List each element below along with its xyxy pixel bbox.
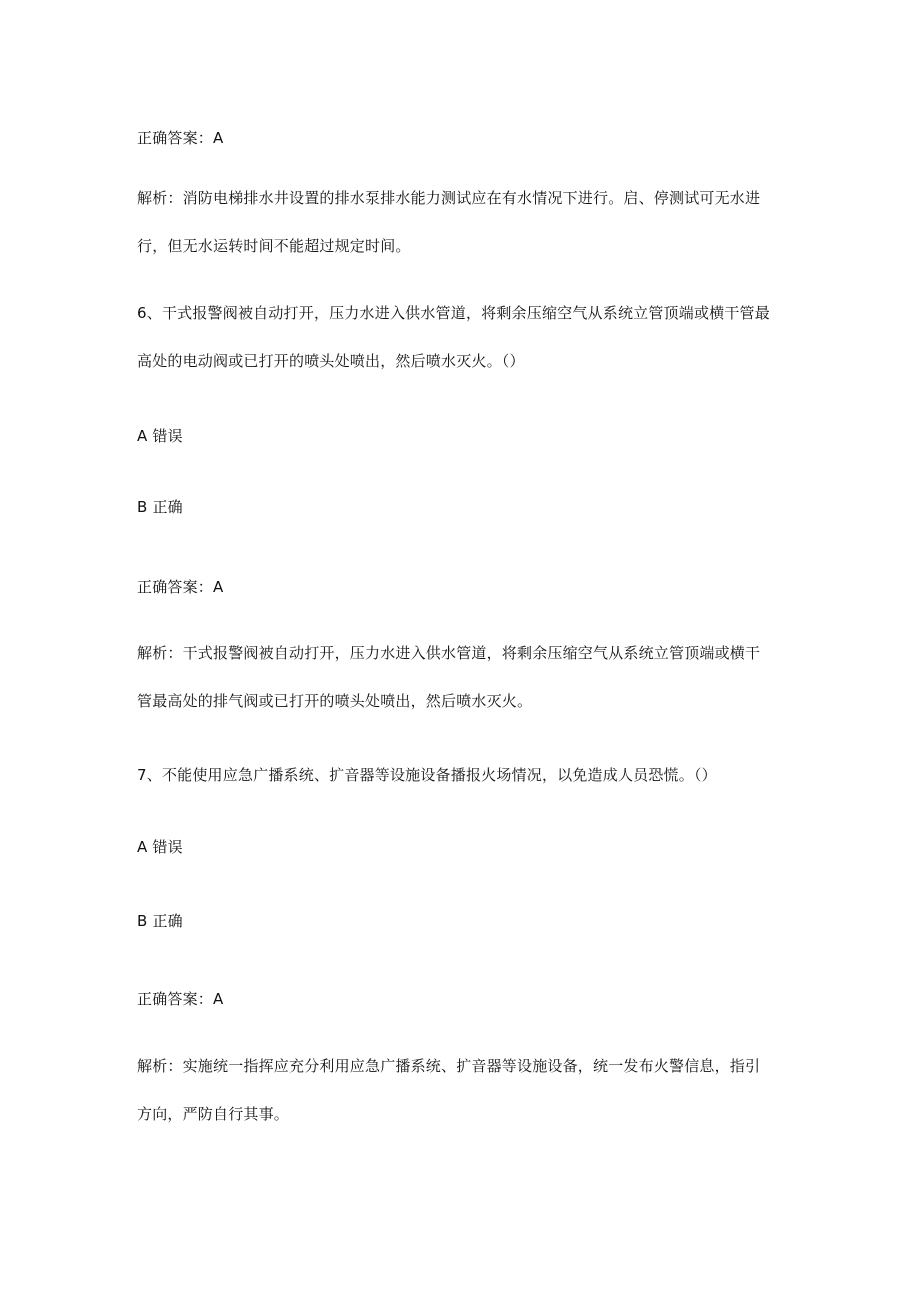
q6-option-a: A 错误	[137, 427, 183, 445]
q6-question-line-2: 高处的电动阀或已打开的喷头处喷出，然后喷水灭火。（）	[137, 352, 525, 370]
q7-analysis-line-2: 方向，严防自行其事。	[137, 1105, 290, 1123]
q7-option-b: B 正确	[137, 912, 183, 930]
q5-correct-answer: 正确答案：A	[137, 129, 224, 147]
q7-question-line-1: 7、不能使用应急广播系统、扩音器等设施设备播报火场情况，以免造成人员恐慌。（）	[137, 766, 717, 784]
q7-option-a: A 错误	[137, 838, 183, 856]
q6-question-line-1: 6、干式报警阀被自动打开，压力水进入供水管道，将剩余压缩空气从系统立管顶端或横干管最	[137, 304, 770, 322]
q7-analysis-line-1: 解析：实施统一指挥应充分利用应急广播系统、扩音器等设施设备，统一发布火警信息，指引	[137, 1057, 761, 1075]
q7-correct-answer: 正确答案：A	[137, 990, 224, 1008]
q6-analysis-line-1: 解析：干式报警阀被自动打开，压力水进入供水管道，将剩余压缩空气从系统立管顶端或横干	[137, 644, 761, 662]
q6-correct-answer: 正确答案：A	[137, 578, 224, 596]
q6-option-b: B 正确	[137, 498, 183, 516]
q5-analysis-line-1: 解析：消防电梯排水井设置的排水泵排水能力测试应在有水情况下进行。启、停测试可无水进	[137, 189, 761, 207]
q6-analysis-line-2: 管最高处的排气阀或已打开的喷头处喷出，然后喷水灭火。	[137, 692, 533, 710]
q5-analysis-line-2: 行，但无水运转时间不能超过规定时间。	[137, 237, 411, 255]
